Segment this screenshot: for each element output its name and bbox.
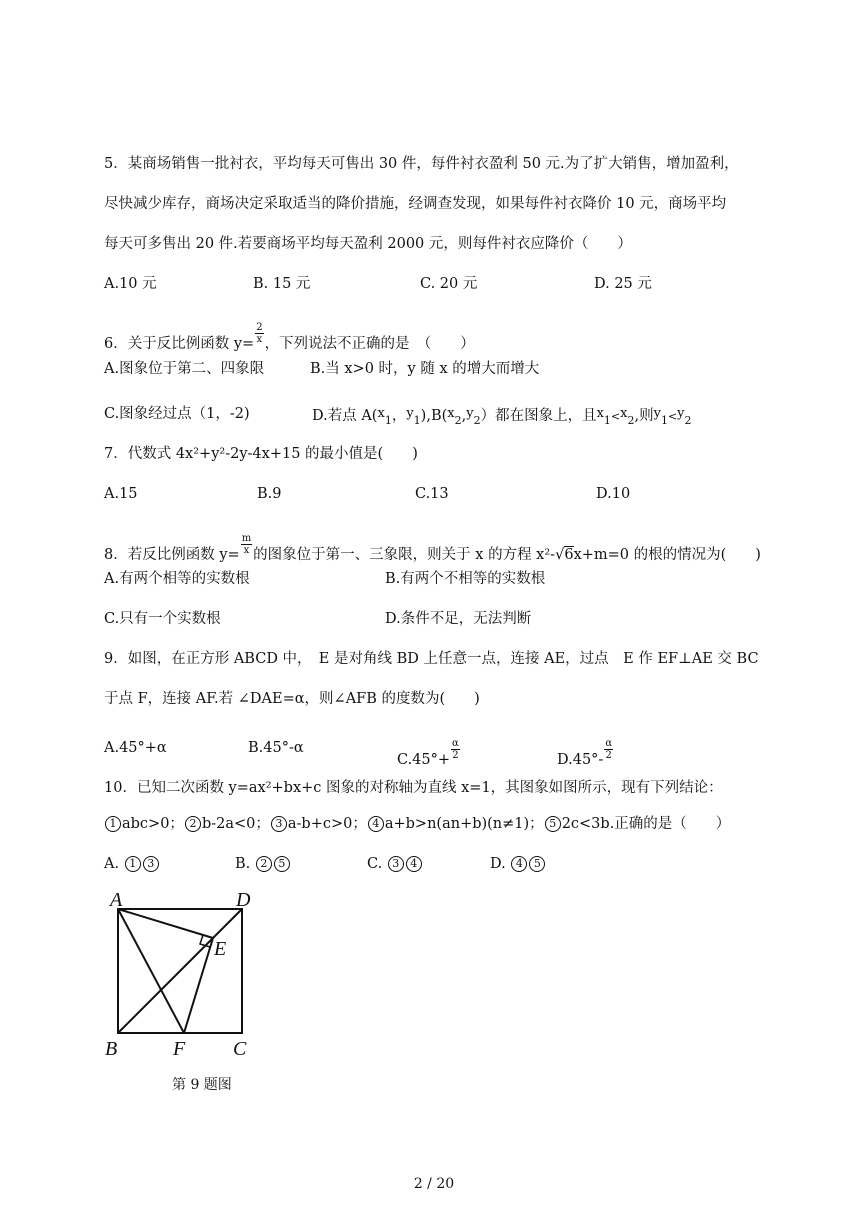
q8-option-c: C.只有一个实数根 <box>104 611 221 627</box>
q8-fraction <box>241 533 252 556</box>
circled-number: 5 <box>274 856 290 872</box>
q7-option-b: B.9 <box>257 486 282 502</box>
q9-option-b: B.45°-α <box>248 740 304 756</box>
q9-line1: 9．如图，在正方形 ABCD 中， E 是对角线 BD 上任意一点，连接 AE，过点 E 作 EF⊥AE 交 BC <box>104 651 759 667</box>
q10-c-label: C. <box>367 856 383 872</box>
q10-conclusion-5: 2c<3b.正确的是（ ） <box>561 816 731 832</box>
q6-d-t23: y <box>677 406 685 421</box>
q5-option-d: D. 25 元 <box>594 276 652 292</box>
q6-d-t17: x <box>620 406 628 421</box>
circled-number: 4 <box>368 816 384 832</box>
q6-option-a: A.图象位于第二、四象限 <box>104 361 265 377</box>
q10-conclusions <box>104 814 730 834</box>
q5-line3: 每天可多售出 20 件.若要商场平均每天盈利 2000 元，则每件衬衣应降价（ ） <box>104 236 632 252</box>
q5-option-b: B. 15 元 <box>253 276 311 292</box>
q6-d-t4: ， <box>391 408 407 424</box>
q6-d-t21: 1 <box>660 413 668 427</box>
q6-d-t20: y <box>653 406 661 421</box>
q9-c-frac-den: 2 <box>452 750 459 761</box>
q9-option-d <box>557 738 614 770</box>
circled-number: 3 <box>271 816 287 832</box>
q6-d-t8: x <box>447 406 455 421</box>
segment-af <box>118 909 184 1033</box>
q8-sqrt-sign: √ <box>555 547 565 563</box>
q6-d-t9: 2 <box>454 413 462 427</box>
q8-frac-num: m <box>241 533 252 544</box>
q10-option-a <box>104 854 160 874</box>
q7-option-a: A.15 <box>104 486 138 502</box>
q9-d-fraction <box>604 738 613 761</box>
label-d: D <box>236 889 251 911</box>
circled-number: 4 <box>511 856 527 872</box>
q10-option-d <box>490 854 546 874</box>
q8-frac-den: x <box>241 544 252 556</box>
q6-d-t13: ）都在图象上，且 <box>480 408 597 424</box>
q6-d-t3: 1 <box>384 413 392 427</box>
circled-number: 4 <box>406 856 422 872</box>
circled-number: 2 <box>256 856 272 872</box>
q10-conclusion-4: a+b>n(an+b)(n≠1)； <box>384 816 544 832</box>
q6-d-t22: < <box>667 410 678 423</box>
q10-d-label: D. <box>490 856 506 872</box>
q7-option-c: C.13 <box>415 486 449 502</box>
q10-conclusion-2: b-2a<0； <box>201 816 270 832</box>
q9-d-prefix: D.45°- <box>557 752 604 768</box>
q9-c-fraction <box>451 738 460 761</box>
q10-a-label: A. <box>104 856 120 872</box>
q6-d-t10: , <box>461 408 467 424</box>
q9-line2: 于点 F，连接 AF.若 ∠DAE=α，则∠AFB 的度数为( ) <box>104 691 480 707</box>
q9-c-frac-num: α <box>452 738 459 749</box>
q6-d-t14: x <box>596 406 604 421</box>
q6-d-t7: ),B( <box>420 408 448 424</box>
circled-number: 3 <box>388 856 404 872</box>
q6-stem <box>104 322 475 354</box>
q8-prefix: 8．若反比例函数 y= <box>104 547 240 563</box>
q6-frac-num: 2 <box>256 322 263 333</box>
q6-d-t12: 2 <box>473 413 481 427</box>
q9-c-prefix: C.45°+ <box>397 752 451 768</box>
circled-number: 1 <box>105 816 121 832</box>
label-f: F <box>173 1038 186 1060</box>
q6-d-t2: x <box>377 406 385 421</box>
q10-line1: 10．已知二次函数 y=ax²+bx+c 图象的对称轴为直线 x=1，其图象如图所示，现有下列结论： <box>104 780 723 796</box>
q8-option-b: B.有两个不相等的实数根 <box>385 571 546 587</box>
square-geometry-figure <box>100 885 270 1065</box>
circled-number: 3 <box>143 856 159 872</box>
figure-caption: 第 9 题图 <box>172 1077 232 1093</box>
q5-line2: 尽快减少库存，商场决定采取适当的降价措施，经调查发现，如果每件衬衣降价 10 元，商场平均 <box>104 196 727 212</box>
q6-d-t6: 1 <box>413 413 421 427</box>
q6-option-d <box>312 404 692 431</box>
q6-option-c: C.图象经过点（1，-2) <box>104 406 250 422</box>
q5-option-c: C. 20 元 <box>420 276 478 292</box>
q8-stem <box>104 533 761 565</box>
q10-option-b <box>235 854 291 874</box>
q6-d-t16: < <box>610 410 621 423</box>
q9-d-frac-num: α <box>605 738 613 749</box>
q5-line1: 5．某商场销售一批衬衣，平均每天可售出 30 件，每件衬衣盈利 50 元.为了扩大销售，增加盈利， <box>104 156 739 172</box>
q10-b-label: B. <box>235 856 251 872</box>
circled-number: 1 <box>125 856 141 872</box>
q8-sqrt-arg: 6 <box>564 547 574 563</box>
q6-frac-den: x <box>256 334 263 345</box>
q8-option-d: D.条件不足，无法判断 <box>385 611 532 627</box>
q10-conclusion-1: abc>0； <box>122 816 184 832</box>
q9-option-c <box>397 738 461 770</box>
circled-number: 5 <box>529 856 545 872</box>
q6-fraction <box>255 322 263 345</box>
q6-suffix: ，下列说法不正确的是 （ ） <box>264 336 475 352</box>
q10-option-c <box>367 854 423 874</box>
q7-option-d: D.10 <box>596 486 631 502</box>
q6-d-t5: y <box>406 406 414 421</box>
label-e: E <box>214 938 227 960</box>
label-a: A <box>110 889 123 911</box>
q10-conclusion-3: a-b+c>0； <box>287 816 367 832</box>
circled-number: 2 <box>185 816 201 832</box>
q6-d-t11: y <box>466 406 474 421</box>
q8-option-a: A.有两个相等的实数根 <box>104 571 250 587</box>
q6-d-t24: 2 <box>684 413 692 427</box>
q6-prefix: 6．关于反比例函数 y= <box>104 336 255 352</box>
label-c: C <box>233 1038 247 1060</box>
q7-stem: 7．代数式 4x²+y²-2y-4x+15 的最小值是( ) <box>104 446 418 462</box>
circled-number: 5 <box>545 816 561 832</box>
page-number: 2 / 20 <box>413 1176 455 1192</box>
q6-d-t15: 1 <box>603 413 611 427</box>
q8-suffix: x+m=0 的根的情况为( ) <box>573 547 761 563</box>
q8-middle: 的图象位于第一、三象限，则关于 x 的方程 x²- <box>253 547 556 563</box>
q6-option-b: B.当 x>0 时，y 随 x 的增大而增大 <box>310 361 540 377</box>
q5-option-a: A.10 元 <box>104 276 157 292</box>
label-b: B <box>105 1038 118 1060</box>
q6-d-t18: 2 <box>627 413 635 427</box>
q6-d-t1: D.若点 A( <box>312 408 378 424</box>
q9-option-a: A.45°+α <box>104 740 167 756</box>
q9-d-frac-den: 2 <box>605 750 612 761</box>
q6-d-t19: ,则 <box>634 408 654 424</box>
